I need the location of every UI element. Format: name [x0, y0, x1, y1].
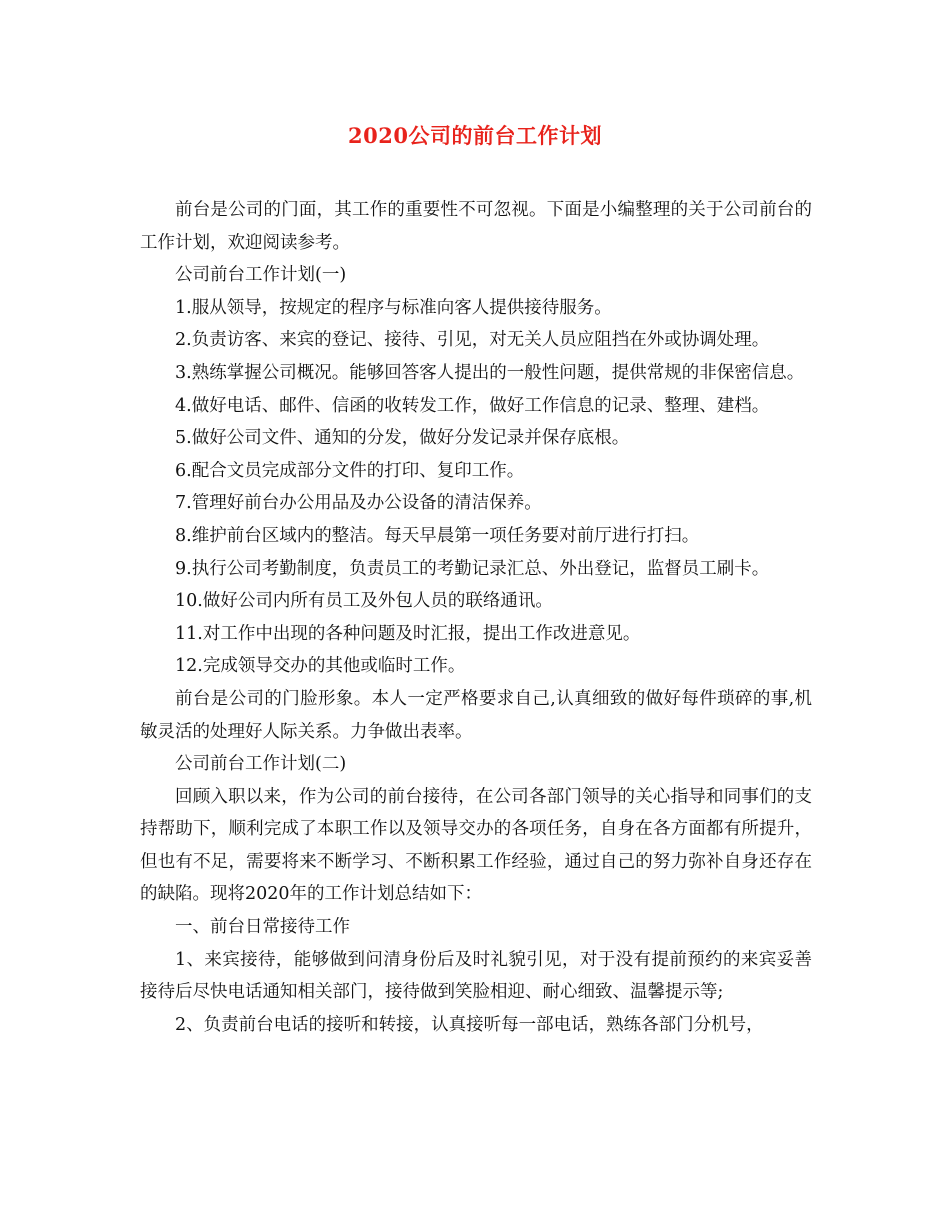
document-body	[140, 194, 812, 1041]
paragraph: 前台是公司的门脸形象。本人一定严格要求自己,认真细致的做好每件琐碎的事,机敏灵活的处理好人际关系。力争做出表率。	[140, 688, 812, 742]
list-item: 9.执行公司考勤制度，负责员工的考勤记录汇总、外出登记，监督员工刷卡。	[175, 558, 770, 579]
document-title: 2020公司的前台工作计划	[348, 123, 602, 148]
list-item: 7.管理好前台办公用品及办公设备的清洁保养。	[175, 493, 542, 514]
list-item: 12.完成领导交办的其他或临时工作。	[175, 656, 466, 677]
list-item: 1、来宾接待，能够做到问清身份后及时礼貌引见，对于没有提前预约的来宾妥善接待后尽快电话通知相关部门，接待做到笑脸相迎、耐心细致、温馨提示等;	[140, 949, 812, 1003]
list-item: 2、负责前台电话的接听和转接，认真接听每一部电话，熟练各部门分机号，	[175, 1014, 764, 1035]
list-item: 1.服从领导，按规定的程序与标准向客人提供接待服务。	[175, 297, 612, 318]
list-item: 6.配合文员完成部分文件的打印、复印工作。	[175, 460, 525, 481]
list-item: 11.对工作中出现的各种问题及时汇报，提出工作改进意见。	[175, 623, 641, 644]
list-item: 5.做好公司文件、通知的分发，做好分发记录并保存底根。	[175, 428, 630, 449]
list-item: 8.维护前台区域内的整洁。每天早晨第一项任务要对前厅进行打扫。	[175, 525, 700, 546]
list-item: 10.做好公司内所有员工及外包人员的联络通讯。	[175, 591, 553, 612]
list-item: 2.负责访客、来宾的登记、接待、引见，对无关人员应阻挡在外或协调处理。	[175, 330, 770, 351]
subsection-heading: 一、前台日常接待工作	[175, 917, 350, 938]
list-item: 3.熟练掌握公司概况。能够回答客人提出的一般性问题，提供常规的非保密信息。	[175, 362, 805, 383]
paragraph: 前台是公司的门面，其工作的重要性不可忽视。下面是小编整理的关于公司前台的工作计划，欢迎阅读参考。	[140, 200, 812, 253]
section-heading: 公司前台工作计划(二)	[175, 754, 347, 775]
paragraph: 回顾入职以来，作为公司的前台接待，在公司各部门领导的关心指导和同事们的支持帮助下，顺利完成了本职工作以及领导交办的各项任务，自身在各方面都有所提升，但也有不足，需要将来不断学习、不断积累工作经验，通过自己的努力弥补自身还存在的缺陷。现将2020年的工作计划总结如下：	[140, 786, 812, 905]
list-item: 4.做好电话、邮件、信函的收转发工作，做好工作信息的记录、整理、建档。	[175, 395, 770, 416]
section-heading: 公司前台工作计划(一)	[175, 265, 347, 286]
